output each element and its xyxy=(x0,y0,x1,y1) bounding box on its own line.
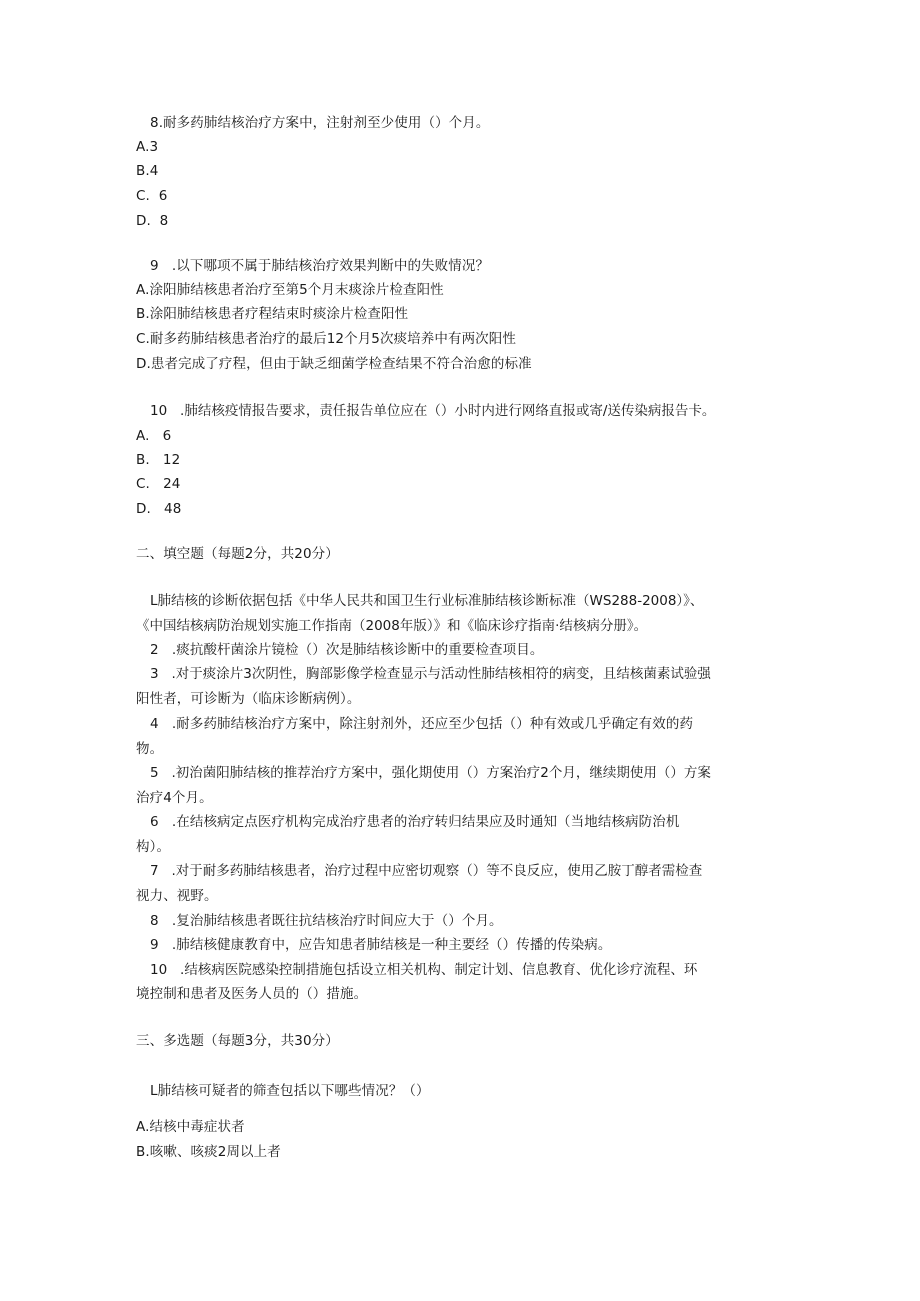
multi-question-1-option-a: A.结核中毒症状者 xyxy=(136,1119,245,1135)
question-10-option-a: A. 6 xyxy=(136,428,172,444)
fill-blank-line: 境控制和患者及医务人员的（）措施。 xyxy=(136,986,368,1002)
fill-blank-line: 构）。 xyxy=(136,839,171,855)
fill-blank-line: 10 .结核病医院感染控制措施包括设立相关机构、制定计划、信息教育、优化诊疗流程、环 xyxy=(150,962,698,978)
question-8-option-a: A.3 xyxy=(136,139,159,155)
question-10-option-b: B. 12 xyxy=(136,452,181,468)
question-10-option-d: D. 48 xyxy=(136,501,182,517)
fill-blank-line: 9 .肺结核健康教育中，应告知患者肺结核是一种主要经（）传播的传染病。 xyxy=(150,937,612,953)
question-8-text: 8.耐多药肺结核治疗方案中，注射剂至少使用（）个月。 xyxy=(150,115,490,131)
fill-blank-line: 4 .耐多药肺结核治疗方案中，除注射剂外，还应至少包括（）种有效或几乎确定有效的药 xyxy=(150,716,694,732)
fill-blank-line: 3 .对于痰涂片3次阴性，胸部影像学检查显示与活动性肺结核相符的病变，且结核菌素试验强 xyxy=(150,666,711,682)
fill-blank-line: 治疗4个月。 xyxy=(136,790,213,806)
question-8-option-d: D. 8 xyxy=(136,213,169,229)
fill-blank-line: 物。 xyxy=(136,741,164,757)
question-9-option-c: C.耐多药肺结核患者治疗的最后12个月5次痰培养中有两次阳性 xyxy=(136,331,516,347)
question-9-option-d: D.患者完成了疗程，但由于缺乏细菌学检查结果不符合治愈的标准 xyxy=(136,356,532,372)
fill-blank-line: 5 .初治菌阳肺结核的推荐治疗方案中，强化期使用（）方案治疗2个月，继续期使用（）方案 xyxy=(150,765,711,781)
fill-blank-line: 2 .痰抗酸杆菌涂片镜检（）次是肺结核诊断中的重要检查项目。 xyxy=(150,642,544,658)
question-8-option-c: C. 6 xyxy=(136,188,168,204)
fill-blank-line: 《中国结核病防治规划实施工作指南（2008年版）》和《临床诊疗指南·结核病分册》。 xyxy=(136,618,648,634)
fill-blank-line: 6 .在结核病定点医疗机构完成治疗患者的治疗转归结果应及时通知（当地结核病防治机 xyxy=(150,814,680,830)
question-10-text: 10 .肺结核疫情报告要求，责任报告单位应在（）小时内进行网络直报或寄/送传染病报告卡。 xyxy=(150,403,716,419)
fill-blank-line: 8 .复治肺结核患者既往抗结核治疗时间应大于（）个月。 xyxy=(150,913,503,929)
section-multi-choice-heading: 三、多选题（每题3分，共30分） xyxy=(136,1033,339,1049)
question-9-option-a: A.涂阳肺结核患者治疗至第5个月末痰涂片检查阳性 xyxy=(136,282,444,298)
question-9-text: 9 .以下哪项不属于肺结核治疗效果判断中的失败情况？ xyxy=(150,258,490,274)
question-9-option-b: B.涂阳肺结核患者疗程结束时痰涂片检查阳性 xyxy=(136,306,409,322)
fill-blank-line: 阳性者，可诊断为（临床诊断病例）。 xyxy=(136,691,361,707)
fill-blank-line: 视力、视野。 xyxy=(136,888,218,904)
fill-blank-line: L肺结核的诊断依据包括《中华人民共和国卫生行业标准肺结核诊断标准（WS288-2008）》、 xyxy=(150,593,704,609)
question-8-option-b: B.4 xyxy=(136,163,159,179)
fill-blank-line: 7 .对于耐多药肺结核患者，治疗过程中应密切观察（）等不良反应，使用乙胺丁醇者需检查 xyxy=(150,863,703,879)
multi-question-1-option-b: B.咳嗽、咳痰2周以上者 xyxy=(136,1144,281,1160)
multi-question-1-text: L肺结核可疑者的筛查包括以下哪些情况？（） xyxy=(150,1083,430,1099)
section-fill-blank-heading: 二、填空题（每题2分，共20分） xyxy=(136,546,339,562)
question-10-option-c: C. 24 xyxy=(136,476,181,492)
